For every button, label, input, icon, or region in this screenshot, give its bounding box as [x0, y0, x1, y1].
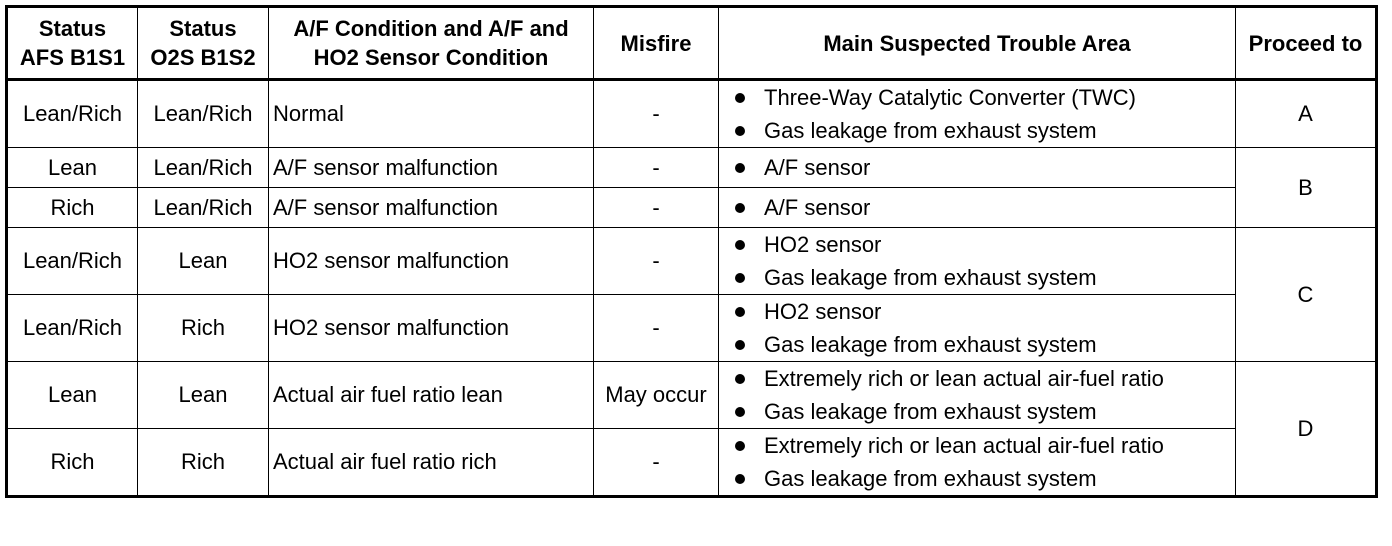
afs-cell: Lean	[7, 148, 138, 188]
misfire-cell: -	[594, 429, 719, 497]
bullet-icon	[735, 203, 745, 213]
proceed-cell: A	[1236, 80, 1377, 148]
list-item: Gas leakage from exhaust system	[723, 395, 1231, 428]
header-row	[7, 7, 1377, 80]
list-item: Extremely rich or lean actual air-fuel ratio	[723, 429, 1231, 462]
list-item: HO2 sensor	[723, 228, 1231, 261]
bullet-icon	[735, 163, 745, 173]
afs-cell: Lean/Rich	[7, 295, 138, 362]
proceed-cell: C	[1236, 228, 1377, 362]
misfire-cell: -	[594, 80, 719, 148]
header-misfire: Misfire	[594, 7, 719, 80]
misfire-cell: -	[594, 295, 719, 362]
condition-cell: A/F sensor malfunction	[269, 188, 594, 228]
bullet-icon	[735, 340, 745, 350]
header-condition: A/F Condition and A/F and HO2 Sensor Condition	[269, 7, 594, 80]
misfire-cell: -	[594, 148, 719, 188]
afs-cell: Lean	[7, 362, 138, 429]
list-item: Extremely rich or lean actual air-fuel ratio	[723, 362, 1231, 395]
trouble-area-cell	[719, 429, 1236, 497]
header-proceed: Proceed to	[1236, 7, 1377, 80]
trouble-area-cell	[719, 362, 1236, 429]
table-row	[7, 148, 1377, 188]
proceed-cell: D	[1236, 362, 1377, 497]
condition-cell: HO2 sensor malfunction	[269, 228, 594, 295]
list-item: A/F sensor	[723, 151, 1231, 184]
misfire-cell: May occur	[594, 362, 719, 429]
trouble-area-cell	[719, 80, 1236, 148]
header-status-afs: Status AFS B1S1	[7, 7, 138, 80]
afs-cell: Lean/Rich	[7, 80, 138, 148]
o2s-cell: Rich	[138, 295, 269, 362]
condition-cell: Actual air fuel ratio lean	[269, 362, 594, 429]
o2s-cell: Lean	[138, 362, 269, 429]
bullet-icon	[735, 126, 745, 136]
list-item: Three-Way Catalytic Converter (TWC)	[723, 81, 1231, 114]
bullet-icon	[735, 474, 745, 484]
bullet-icon	[735, 273, 745, 283]
condition-cell: A/F sensor malfunction	[269, 148, 594, 188]
list-item: Gas leakage from exhaust system	[723, 261, 1231, 294]
proceed-cell: B	[1236, 148, 1377, 228]
afs-cell: Lean/Rich	[7, 228, 138, 295]
table-row	[7, 295, 1377, 362]
table-row	[7, 188, 1377, 228]
o2s-cell: Lean/Rich	[138, 188, 269, 228]
bullet-icon	[735, 93, 745, 103]
list-item: Gas leakage from exhaust system	[723, 328, 1231, 361]
o2s-cell: Lean	[138, 228, 269, 295]
o2s-cell: Lean/Rich	[138, 148, 269, 188]
trouble-area-cell	[719, 295, 1236, 362]
table-row	[7, 80, 1377, 148]
condition-cell: Normal	[269, 80, 594, 148]
bullet-icon	[735, 441, 745, 451]
list-item: HO2 sensor	[723, 295, 1231, 328]
misfire-cell: -	[594, 228, 719, 295]
trouble-area-cell	[719, 228, 1236, 295]
table-row	[7, 429, 1377, 497]
bullet-icon	[735, 307, 745, 317]
misfire-cell: -	[594, 188, 719, 228]
bullet-icon	[735, 407, 745, 417]
trouble-area-cell	[719, 148, 1236, 188]
trouble-diagnosis-table	[5, 5, 1378, 498]
bullet-icon	[735, 240, 745, 250]
header-trouble-area: Main Suspected Trouble Area	[719, 7, 1236, 80]
header-status-o2s: Status O2S B1S2	[138, 7, 269, 80]
trouble-area-cell	[719, 188, 1236, 228]
o2s-cell: Rich	[138, 429, 269, 497]
bullet-icon	[735, 374, 745, 384]
o2s-cell: Lean/Rich	[138, 80, 269, 148]
list-item: Gas leakage from exhaust system	[723, 462, 1231, 495]
list-item: A/F sensor	[723, 191, 1231, 224]
condition-cell: HO2 sensor malfunction	[269, 295, 594, 362]
table-row	[7, 362, 1377, 429]
afs-cell: Rich	[7, 429, 138, 497]
table-row	[7, 228, 1377, 295]
condition-cell: Actual air fuel ratio rich	[269, 429, 594, 497]
list-item: Gas leakage from exhaust system	[723, 114, 1231, 147]
afs-cell: Rich	[7, 188, 138, 228]
